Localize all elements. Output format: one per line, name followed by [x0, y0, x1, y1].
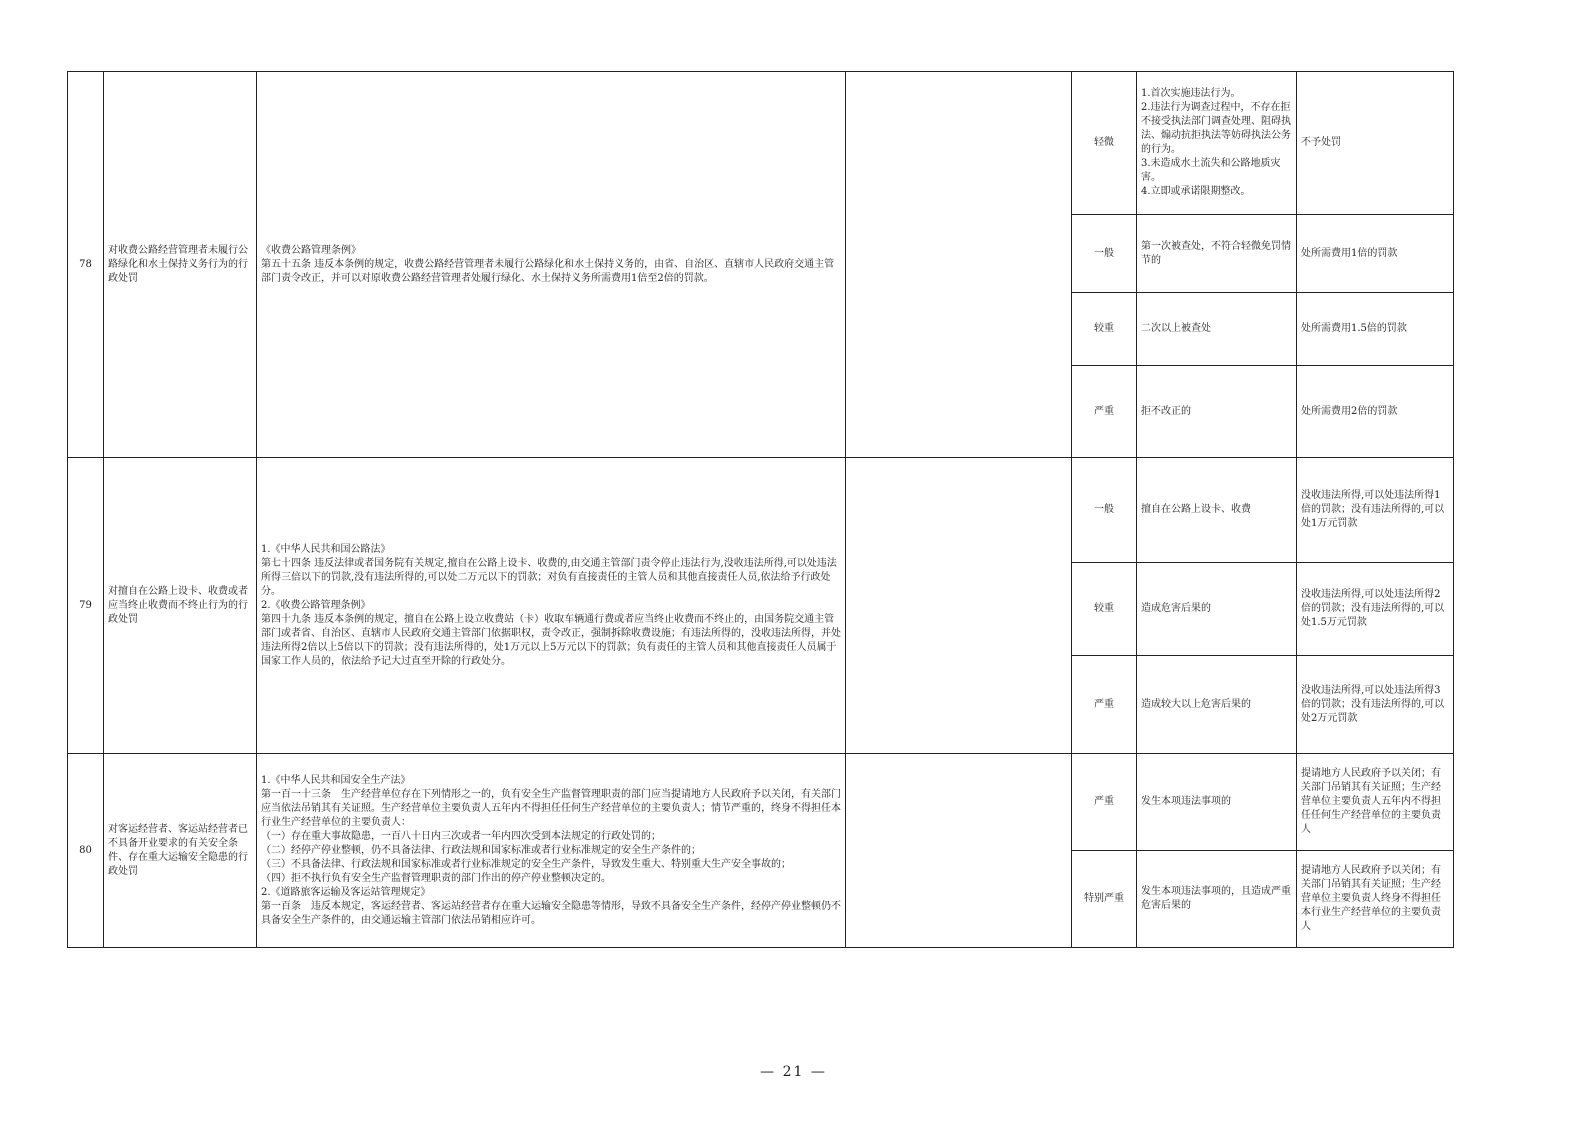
legal-basis-line: 2.《收费公路管理条例》	[261, 599, 371, 611]
situation-line: 造成较大以上危害后果的	[1141, 698, 1251, 710]
legal-basis-line: 第五十五条 违反本条例的规定，收费公路经营管理者未履行公路绿化和水土保持义务的，由省、自治区、直辖市人民政府交通主管部门责令改正，并可以对原收费公路经营管理者处履行绿化、水土保持义务所需费用1倍至2倍的罚款。	[261, 258, 835, 284]
violation-level: 严重	[1072, 366, 1137, 458]
legal-basis-line: 《收费公路管理条例》	[261, 244, 361, 256]
legal-basis-line: （四）拒不执行负有安全生产监督管理职责的部门作出的停产停业整顿决定的。	[261, 872, 611, 884]
violation-situation	[1137, 851, 1297, 948]
legal-basis-line: 第四十九条 违反本条例的规定，擅自在公路上设立收费站（卡）收取车辆通行费或者应当终止收费而不终止的，由国务院交通主管部门或者省、自治区、直辖市人民政府交通主管部门依据职权，责令改正，强制拆除收费设施；有违法所得的，没收违法所得，并处违法所得2倍以上5倍以下的罚款；没有违法所得的，处1万元以上5万元以下的罚款；负有责任的主管人员和其他直接责任人员属于国家工作人员的，依法给予记大过直至开除的行政处分。	[261, 613, 841, 667]
situation-line: 造成危害后果的	[1141, 603, 1211, 614]
penalty-standard: 没收违法所得,可以处违法所得1倍的罚款；没有违法所得的,可以处1万元罚款	[1297, 458, 1454, 563]
table-row	[68, 458, 1454, 563]
violation-level: 一般	[1072, 215, 1137, 293]
penalty-standard: 不予处罚	[1297, 72, 1454, 215]
situation-line: 4.立即或承诺限期整改。	[1141, 186, 1251, 197]
situation-line: 1.首次实施违法行为。	[1141, 88, 1241, 99]
blank-cell	[846, 72, 1072, 458]
violation-situation	[1137, 754, 1297, 851]
violation-level: 特别严重	[1072, 851, 1137, 948]
situation-line: 拒不改正的	[1141, 405, 1191, 417]
legal-basis-line: 第七十四条 违反法律或者国务院有关规定,擅自在公路上设卡、收费的,由交通主管部门责令停止违法行为,没收违法所得,可以处违法所得三倍以下的罚款,没有违法所得的,可以处二万元以下的罚款；对负有直接责任的主管人员和其他直接责任人员,依法给予行政处分。	[261, 557, 837, 597]
situation-line: 发生本项违法事项的	[1141, 796, 1231, 807]
item-number: 78	[68, 72, 104, 458]
legal-basis-line: 1.《中华人民共和国公路法》	[261, 543, 391, 555]
violation-situation	[1137, 293, 1297, 366]
penalty-standard: 没收违法所得,可以处违法所得2倍的罚款；没有违法所得的,可以处1.5万元罚款	[1297, 563, 1454, 656]
legal-basis	[257, 754, 846, 948]
table-body	[68, 72, 1454, 948]
violation-situation	[1137, 215, 1297, 293]
penalty-standard: 处所需费用1.5倍的罚款	[1297, 293, 1454, 366]
legal-basis-line: 第一百一十三条 生产经营单位存在下列情形之一的，负有安全生产监督管理职责的部门应当提请地方人民政府予以关闭，有关部门应当依法吊销其有关证照。生产经营单位主要负责人五年内不得担任任何生产经营单位的主要负责人；情节严重的，终身不得担任本行业生产经营单位的主要负责人：	[261, 788, 841, 828]
item-name: 对擅自在公路上设卡、收费或者应当终止收费而不终止行为的行政处罚	[104, 458, 257, 754]
legal-basis-line: （二）经停产停业整顿，仍不具备法律、行政法规和国家标准或者行业标准规定的安全生产条件的；	[261, 844, 701, 856]
item-name: 对客运经营者、客运站经营者已不具备开业要求的有关安全条件、存在重大运输安全隐患的行政处罚	[104, 754, 257, 948]
penalty-standard: 处所需费用1倍的罚款	[1297, 215, 1454, 293]
penalty-standard: 处所需费用2倍的罚款	[1297, 366, 1454, 458]
situation-line: 二次以上被查处	[1141, 323, 1211, 334]
violation-level: 较重	[1072, 563, 1137, 656]
violation-level: 较重	[1072, 293, 1137, 366]
violation-level: 严重	[1072, 754, 1137, 851]
item-number: 80	[68, 754, 104, 948]
blank-cell	[846, 754, 1072, 948]
legal-basis	[257, 72, 846, 458]
situation-line: 3.未造成水土流失和公路地质灾害。	[1141, 158, 1281, 183]
violation-level: 轻微	[1072, 72, 1137, 215]
penalty-standard: 提请地方人民政府予以关闭；有关部门吊销其有关证照；生产经营单位主要负责人终身不得担任本行业生产经营单位的主要负责人	[1297, 851, 1454, 948]
situation-line: 2.违法行为调查过程中，不存在拒不接受执法部门调查处理、阻碍执法、煽动抗拒执法等妨碍执法公务的行为。	[1141, 102, 1291, 155]
penalty-standard: 没收违法所得,可以处违法所得3倍的罚款；没有违法所得的,可以处2万元罚款	[1297, 656, 1454, 754]
violation-situation	[1137, 366, 1297, 458]
legal-basis-line: 第一百条 违反本规定，客运经营者、客运站经营者存在重大运输安全隐患等情形，导致不具备安全生产条件，经停产停业整顿仍不具备安全生产条件的，由交通运输主管部门依法吊销相应许可。	[261, 900, 841, 926]
penalty-standard: 提请地方人民政府予以关闭；有关部门吊销其有关证照；生产经营单位主要负责人五年内不得担任任何生产经营单位的主要负责人	[1297, 754, 1454, 851]
situation-line: 发生本项违法事项的，且造成严重危害后果的	[1141, 886, 1291, 911]
legal-basis-line: （三）不具备法律、行政法规和国家标准或者行业标准规定的安全生产条件，导致发生重大、特别重大生产安全事故的；	[261, 858, 791, 870]
violation-situation	[1137, 458, 1297, 563]
legal-basis-line: 2.《道路旅客运输及客运站管理规定》	[261, 886, 431, 898]
violation-level: 严重	[1072, 656, 1137, 754]
violation-situation	[1137, 563, 1297, 656]
situation-line: 第一次被查处，不符合轻微免罚情节的	[1141, 240, 1291, 266]
item-number: 79	[68, 458, 104, 754]
legal-basis	[257, 458, 846, 754]
blank-cell	[846, 458, 1072, 754]
violation-situation	[1137, 72, 1297, 215]
table-row	[68, 72, 1454, 215]
situation-line: 擅自在公路上设卡、收费	[1141, 504, 1251, 515]
penalty-standard-table	[67, 71, 1454, 948]
legal-basis-line: 1.《中华人民共和国安全生产法》	[261, 774, 411, 786]
page-number: — 21 —	[760, 1064, 827, 1080]
violation-level: 一般	[1072, 458, 1137, 563]
table-row	[68, 754, 1454, 851]
violation-situation	[1137, 656, 1297, 754]
legal-basis-line: （一）存在重大事故隐患，一百八十日内三次或者一年内四次受到本法规定的行政处罚的；	[261, 830, 661, 842]
item-name: 对收费公路经营管理者未履行公路绿化和水土保持义务行为的行政处罚	[104, 72, 257, 458]
